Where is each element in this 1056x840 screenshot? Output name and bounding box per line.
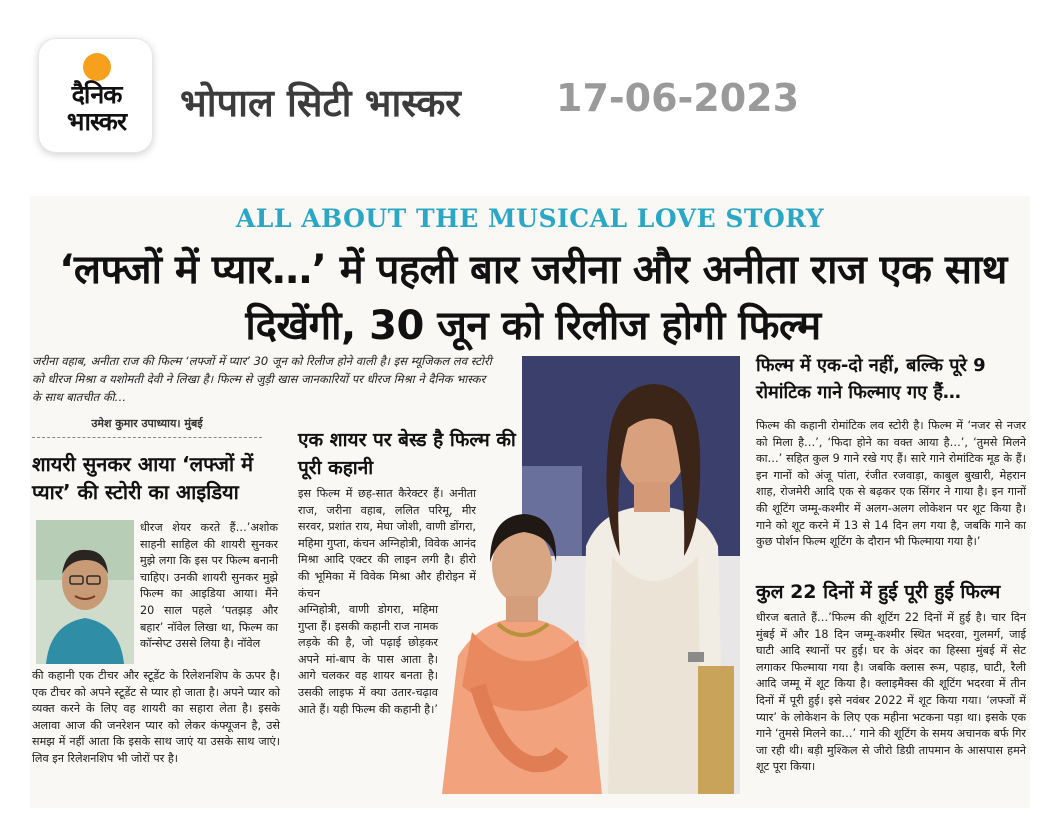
logo-text-line-2: भास्कर — [66, 107, 127, 136]
actresses-photo — [402, 356, 740, 794]
article-headline: ‘लफ्जों में प्यार…’ में पहली बार जरीना और अनीता राज एक साथ दिखेंगी, 30 जून को रिलीज होगी फिल्म — [59, 247, 1007, 349]
author-photo — [36, 520, 134, 664]
left-body-top: धीरज शेयर करते हैं…’अशोक साहनी साहिल की शायरी सुनकर मुझे लगा कि इस पर फिल्म बनानी चाहिए। उनकी शायरी सुनकर मुझे फिल्म का आइडिया आया। मैंने 20 साल पहले ‘पतझड़ और बहार’ नॉवेल लिखा था, फिल्म का कॉन्सेप्ट उससे लिया है। नॉवेल — [140, 521, 278, 651]
right-body-1: फिल्म की कहानी रोमांटिक लव स्टोरी है। फिल्म में ‘नजर से नजर को मिला है…’, ‘फिदा होने का वक्त आया है…’, ‘तुमसे मिलने का…’ सहित कुल 9 गाने रखे गए हैं। सारे गाने रोमांटिक मूड के हैं। इन गानों को अंजू पांता, रंजीत रजवाड़ा, काबुल बुखारी, मेहरान शाह, रोजमेरी आदि एक से बढ़कर एक सिंगर ने गाया है। इन गानों की शूटिंग जम्मू-कश्मीर में अलग-अलग लोकेशन पर शूट किया है। गाने को शूट करने में 13 से 14 दिन लग गया है, जबकि गाने का कुछ पोर्शन फिल्म शूटिंग के दौरान भी फिल्माया गया है।’ — [756, 419, 1026, 549]
dainik-bhaskar-logo[interactable] — [38, 38, 153, 153]
logo-sun-icon — [83, 53, 111, 81]
article-kicker: ALL ABOUT THE MUSICAL LOVE STORY — [235, 204, 825, 233]
right-subheading-1: फिल्म में एक-दो नहीं, बल्कि पूरे 9 रोमांटिक गाने फिल्माए गए हैं… — [756, 355, 986, 403]
actresses-photo-illustration — [402, 356, 740, 794]
logo-text — [39, 81, 154, 135]
left-subheading: शायरी सुनकर आया ‘लफ्जों में प्यार’ की स्टोरी का आइडिया — [32, 452, 254, 504]
bottom-margin — [0, 808, 1056, 840]
edition-title: भोपाल सिटी भास्कर — [180, 81, 461, 125]
middle-subheading: एक शायर पर बेस्ड है फिल्म की पूरी कहानी — [298, 429, 516, 479]
article-byline: उमेश कुमार उपाध्याय। मुंबई — [91, 417, 203, 430]
logo-text-line-1: दैनिक — [71, 80, 122, 109]
right-body-2: धीरज बताते हैं…’फिल्म की शूटिंग 22 दिनों में हुई है। चार दिन मुंबई में और 18 दिन जम्मू-कश्मीर स्थित भदरवा, गुलमर्ग, जाई घाटी आदि स्थानों पर हुई। घर के अंदर का हिस्सा मुंबई में सेट लगाकर फिल्माया गया है। जबकि क्लास रूम, पहाड़, घाटी, रैली आदि जम्मू में शूट किया है। क्लाइमैक्स की शूटिंग भदरवा में तीन दिनों में पूरी हुई। इसे नवंबर 2022 में शूट किया गया। ‘लफ्जों में प्यार’ के लोकेशन के लिए एक महीना भटकना पड़ा था। इसके एक गाने ‘तुमसे मिलने का…’ गाने की शूटिंग के समय अचानक बर्फ गिर जा रही थी। बड़ी मुश्किल से जीरो डिग्री तापमान के आसपास हमने शूट पूरा किया। — [756, 611, 1026, 774]
middle-body-bottom: अग्निहोत्री, वाणी डोगरा, महिमा गुप्ता हैं। इसकी कहानी राज नामक लड़के की है, जो पढ़ाई छोड़कर अपने मां-बाप के पास आता है। आगे चलकर वह शायर बनता है। उसकी लाइफ में क्या उतार-चढ़ाव आते हैं। यही फिल्म की कहानी है।’ — [298, 603, 438, 716]
left-body-bottom: की कहानी एक टीचर और स्टूडेंट के रिलेशनशिप के ऊपर है। एक टीचर को अपने स्टूडेंट से प्यार हो जाता है। अपने प्यार को व्यक्त करने के लिए वह शायरी का सहारा लेता है। इसके अलावा आज की जनरेशन प्यार को लेकर कंफ्यूजन है, उसे समझ में नहीं आता कि इसके साथ जाएं या उसके साथ जाएं। लिव इन रिलेशनशिप भी जोरों पर है। — [32, 669, 280, 765]
newspaper-clipping — [30, 196, 1030, 808]
app-header — [0, 0, 1056, 190]
right-subheading-2: कुल 22 दिनों में हुई पूरी हुई फिल्म — [756, 581, 1001, 603]
byline-divider — [32, 437, 262, 438]
edition-date: 17-06-2023 — [556, 76, 800, 120]
middle-body-top: इस फिल्म में छह-सात कैरेक्टर हैं। अनीता राज, जरीना वहाब, ललित परिमू, मीर सरवर, प्रशांत राय, मेघा जोशी, वाणी डोंगरा, महिमा गुप्ता, कंचन अग्निहोत्री, विवेक आनंद मिश्रा आदि एक्टर की लाइन लगी है। हीरो की भूमिका में विवेक मिश्रा और हीरोइन में कंचन — [298, 487, 476, 600]
article-intro: जरीना वहाब, अनीता राज की फिल्म ‘लफ्जों में प्यार’ 30 जून को रिलीज होने वाली है। इस म्यूजिकल लव स्टोरी को धीरज मिश्रा व यशोमती देवी ने लिखा है। फिल्म से जुड़ी खास जानकारियों पर धीरज मिश्रा ने दैनिक भास्कर के साथ बातचीत की… — [32, 354, 492, 404]
author-photo-illustration — [36, 520, 134, 664]
